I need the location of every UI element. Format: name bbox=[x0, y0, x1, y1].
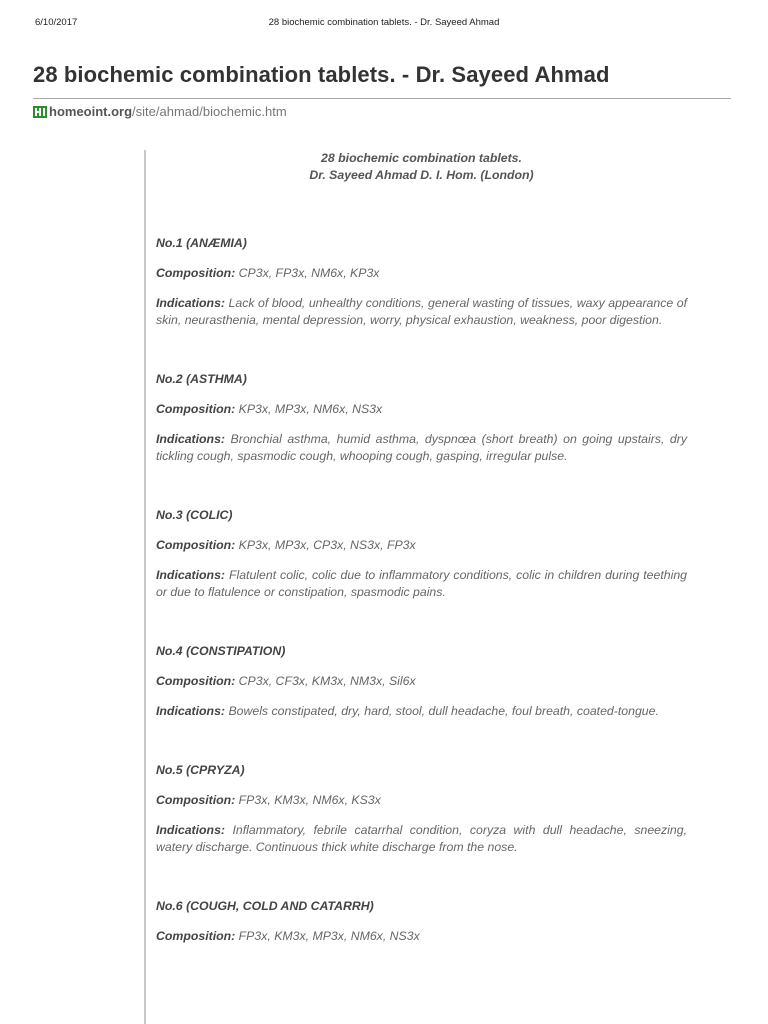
composition-label: Composition: bbox=[156, 402, 236, 416]
indications-label: Indications: bbox=[156, 568, 226, 582]
source-link[interactable] bbox=[33, 104, 287, 119]
entry-indications bbox=[156, 295, 687, 329]
indications-label: Indications: bbox=[156, 704, 226, 718]
entry-title: No.5 (CPRYZA) bbox=[156, 763, 245, 777]
indications-value: Lack of blood, unhealthy conditions, general wasting of tissues, waxy appearance of skin, neurasthenia, mental depression, worry, physical exhaustion, weakness, poor digestion. bbox=[156, 296, 687, 327]
composition-label: Composition: bbox=[156, 793, 236, 807]
entry-title: No.4 (CONSTIPATION) bbox=[156, 644, 286, 658]
composition-label: Composition: bbox=[156, 929, 236, 943]
list-item bbox=[156, 762, 687, 856]
indications-value: Bronchial asthma, humid asthma, dyspnœa (short breath) on going upstairs, dry tickling cough, spasmodic cough, whooping cough, gasping, irregular pulse. bbox=[156, 432, 687, 463]
entry-title: No.1 (ANÆMIA) bbox=[156, 236, 247, 250]
document-body bbox=[156, 150, 687, 945]
list-item bbox=[156, 507, 687, 601]
title-divider bbox=[33, 98, 731, 99]
content-left-border bbox=[144, 150, 146, 1024]
source-domain[interactable]: homeoint.org bbox=[49, 104, 133, 119]
entry-title: No.3 (COLIC) bbox=[156, 508, 233, 522]
indications-value: Inflammatory, febrile catarrhal condition, coryza with dull headache, sneezing, watery discharge. Continuous thick white discharge from the nose. bbox=[156, 823, 688, 854]
entry-composition bbox=[156, 673, 687, 690]
entry-composition bbox=[156, 792, 687, 809]
indications-value: Bowels constipated, dry, hard, stool, dull headache, foul breath, coated-tongue. bbox=[228, 704, 659, 718]
composition-value: KP3x, MP3x, NM6x, NS3x bbox=[238, 402, 383, 416]
document-heading-line2: Dr. Sayeed Ahmad D. I. Hom. (London) bbox=[309, 168, 534, 182]
print-header-title: 28 biochemic combination tablets. - Dr. Sayeed Ahmad bbox=[268, 17, 500, 28]
indications-label: Indications: bbox=[156, 296, 226, 310]
composition-value: FP3x, KM3x, NM6x, KS3x bbox=[238, 793, 381, 807]
source-path[interactable]: /site/ahmad/biochemic.htm bbox=[132, 104, 287, 119]
entry-indications bbox=[156, 431, 687, 465]
homeoint-hi-logo-icon bbox=[33, 106, 47, 118]
composition-value: CP3x, FP3x, NM6x, KP3x bbox=[238, 266, 380, 280]
composition-label: Composition: bbox=[156, 266, 236, 280]
entry-indications bbox=[156, 567, 687, 601]
page-title: 28 biochemic combination tablets. - Dr. Sayeed Ahmad bbox=[33, 62, 610, 87]
print-header bbox=[0, 17, 768, 31]
document-heading-line1: 28 biochemic combination tablets. bbox=[321, 151, 522, 165]
list-item bbox=[156, 371, 687, 465]
list-item bbox=[156, 235, 687, 329]
composition-value: FP3x, KM3x, MP3x, NM6x, NS3x bbox=[238, 929, 420, 943]
indications-value: Flatulent colic, colic due to inflammatory conditions, colic in children during teething or due to flatulence or constipation, spasmodic pains. bbox=[156, 568, 688, 599]
indications-label: Indications: bbox=[156, 432, 226, 446]
indications-label: Indications: bbox=[156, 823, 226, 837]
print-date: 6/10/2017 bbox=[35, 17, 78, 28]
entry-composition bbox=[156, 928, 687, 945]
entry-indications bbox=[156, 822, 687, 856]
list-item bbox=[156, 643, 687, 720]
entry-title: No.6 (COUGH, COLD AND CATARRH) bbox=[156, 899, 374, 913]
entry-composition bbox=[156, 265, 687, 282]
entry-title: No.2 (ASTHMA) bbox=[156, 372, 247, 386]
entry-indications bbox=[156, 703, 687, 720]
composition-value: CP3x, CF3x, KM3x, NM3x, Sil6x bbox=[238, 674, 416, 688]
composition-label: Composition: bbox=[156, 538, 236, 552]
entry-composition bbox=[156, 401, 687, 418]
list-item bbox=[156, 898, 687, 945]
composition-label: Composition: bbox=[156, 674, 236, 688]
composition-value: KP3x, MP3x, CP3x, NS3x, FP3x bbox=[238, 538, 416, 552]
entry-composition bbox=[156, 537, 687, 554]
entries-list bbox=[156, 235, 687, 945]
